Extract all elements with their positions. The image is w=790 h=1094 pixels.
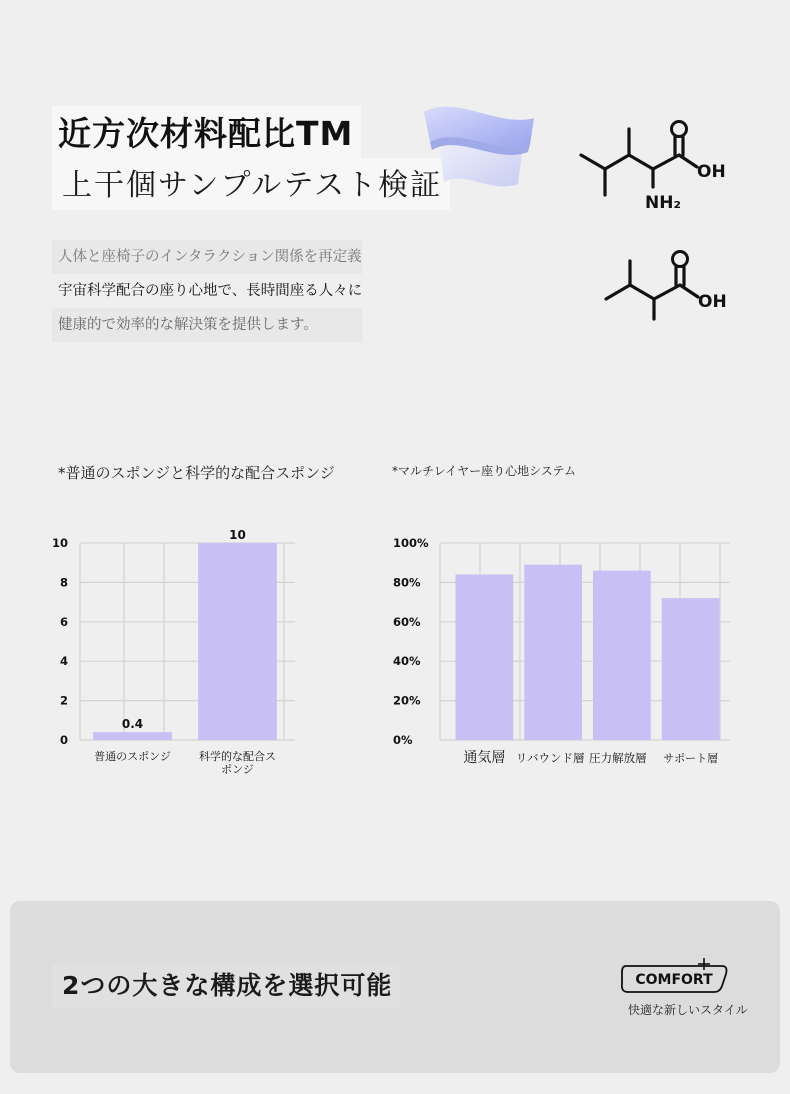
page-subtitle: 上干個サンプルテスト検証 [52,158,450,210]
sponge-comparison-chart [50,525,370,780]
description-line-3: 健康的で効率的な解決策を提供します。 [52,308,362,342]
logo-text: COMFORT [635,972,713,988]
foam-layers-illustration [410,98,550,208]
x-category-label: 普通のスポンジ [94,750,171,763]
page-title: 近方次材料配比TM [52,106,361,159]
bar [524,565,582,740]
y-tick-label: 0% [393,733,413,747]
y-tick-label: 100% [393,536,429,550]
x-category-label: サポート層 [663,752,719,765]
y-tick-label: 0 [59,733,68,747]
x-category-label: ポンジ [221,763,254,776]
y-tick-label: 4 [59,654,68,669]
x-category-label: 通気層 [463,750,506,766]
bar [456,575,514,740]
x-category-label: 圧力解放層 [589,751,647,765]
y-tick-label: 40% [393,654,421,669]
amine-label: NH₂ [645,193,681,213]
y-tick-label: 20% [393,693,421,708]
molecule-structure-bottom [600,245,740,325]
title-block [52,100,452,210]
description-line-2: 宇宙科学配合の座り心地で、長時間座る人々に [58,283,363,299]
y-tick-label: 80% [393,575,421,590]
carbonyl-oxygen-icon [672,122,687,137]
footer-heading: 2つの大きな構成を選択可能 [52,964,400,1008]
x-category-label: リバウンド層 [515,751,585,765]
bar-data-label: 0.4 [121,717,144,732]
y-tick-label: 2 [59,693,68,708]
bar [662,598,720,740]
hydroxyl-label: OH [697,162,726,182]
x-category-label: 科学的な配合ス [199,750,276,763]
bar [593,571,651,740]
comfort-logo [618,956,730,996]
bar [93,732,172,740]
footer-tagline: 快適な新しいスタイル [628,1003,748,1017]
bar [198,543,277,740]
carbonyl-oxygen-icon [673,252,688,267]
bar-data-label: 10 [229,528,246,542]
y-tick-label: 6 [59,614,68,629]
y-tick-label: 8 [59,575,68,590]
y-tick-label: 60% [393,614,421,629]
chart-right-title: *マルチレイヤー座り心地システム [392,464,576,478]
multilayer-comfort-chart [385,525,740,780]
description-block [52,240,362,342]
description-line-1: 人体と座椅子のインタラクション関係を再定義 [52,240,362,274]
y-tick-label: 10 [51,536,68,550]
chart-left-title: *普通のスポンジと科学的な配合スポンジ [58,464,335,482]
hydroxyl-label: OH [698,292,727,312]
molecule-structure-top [575,115,735,225]
